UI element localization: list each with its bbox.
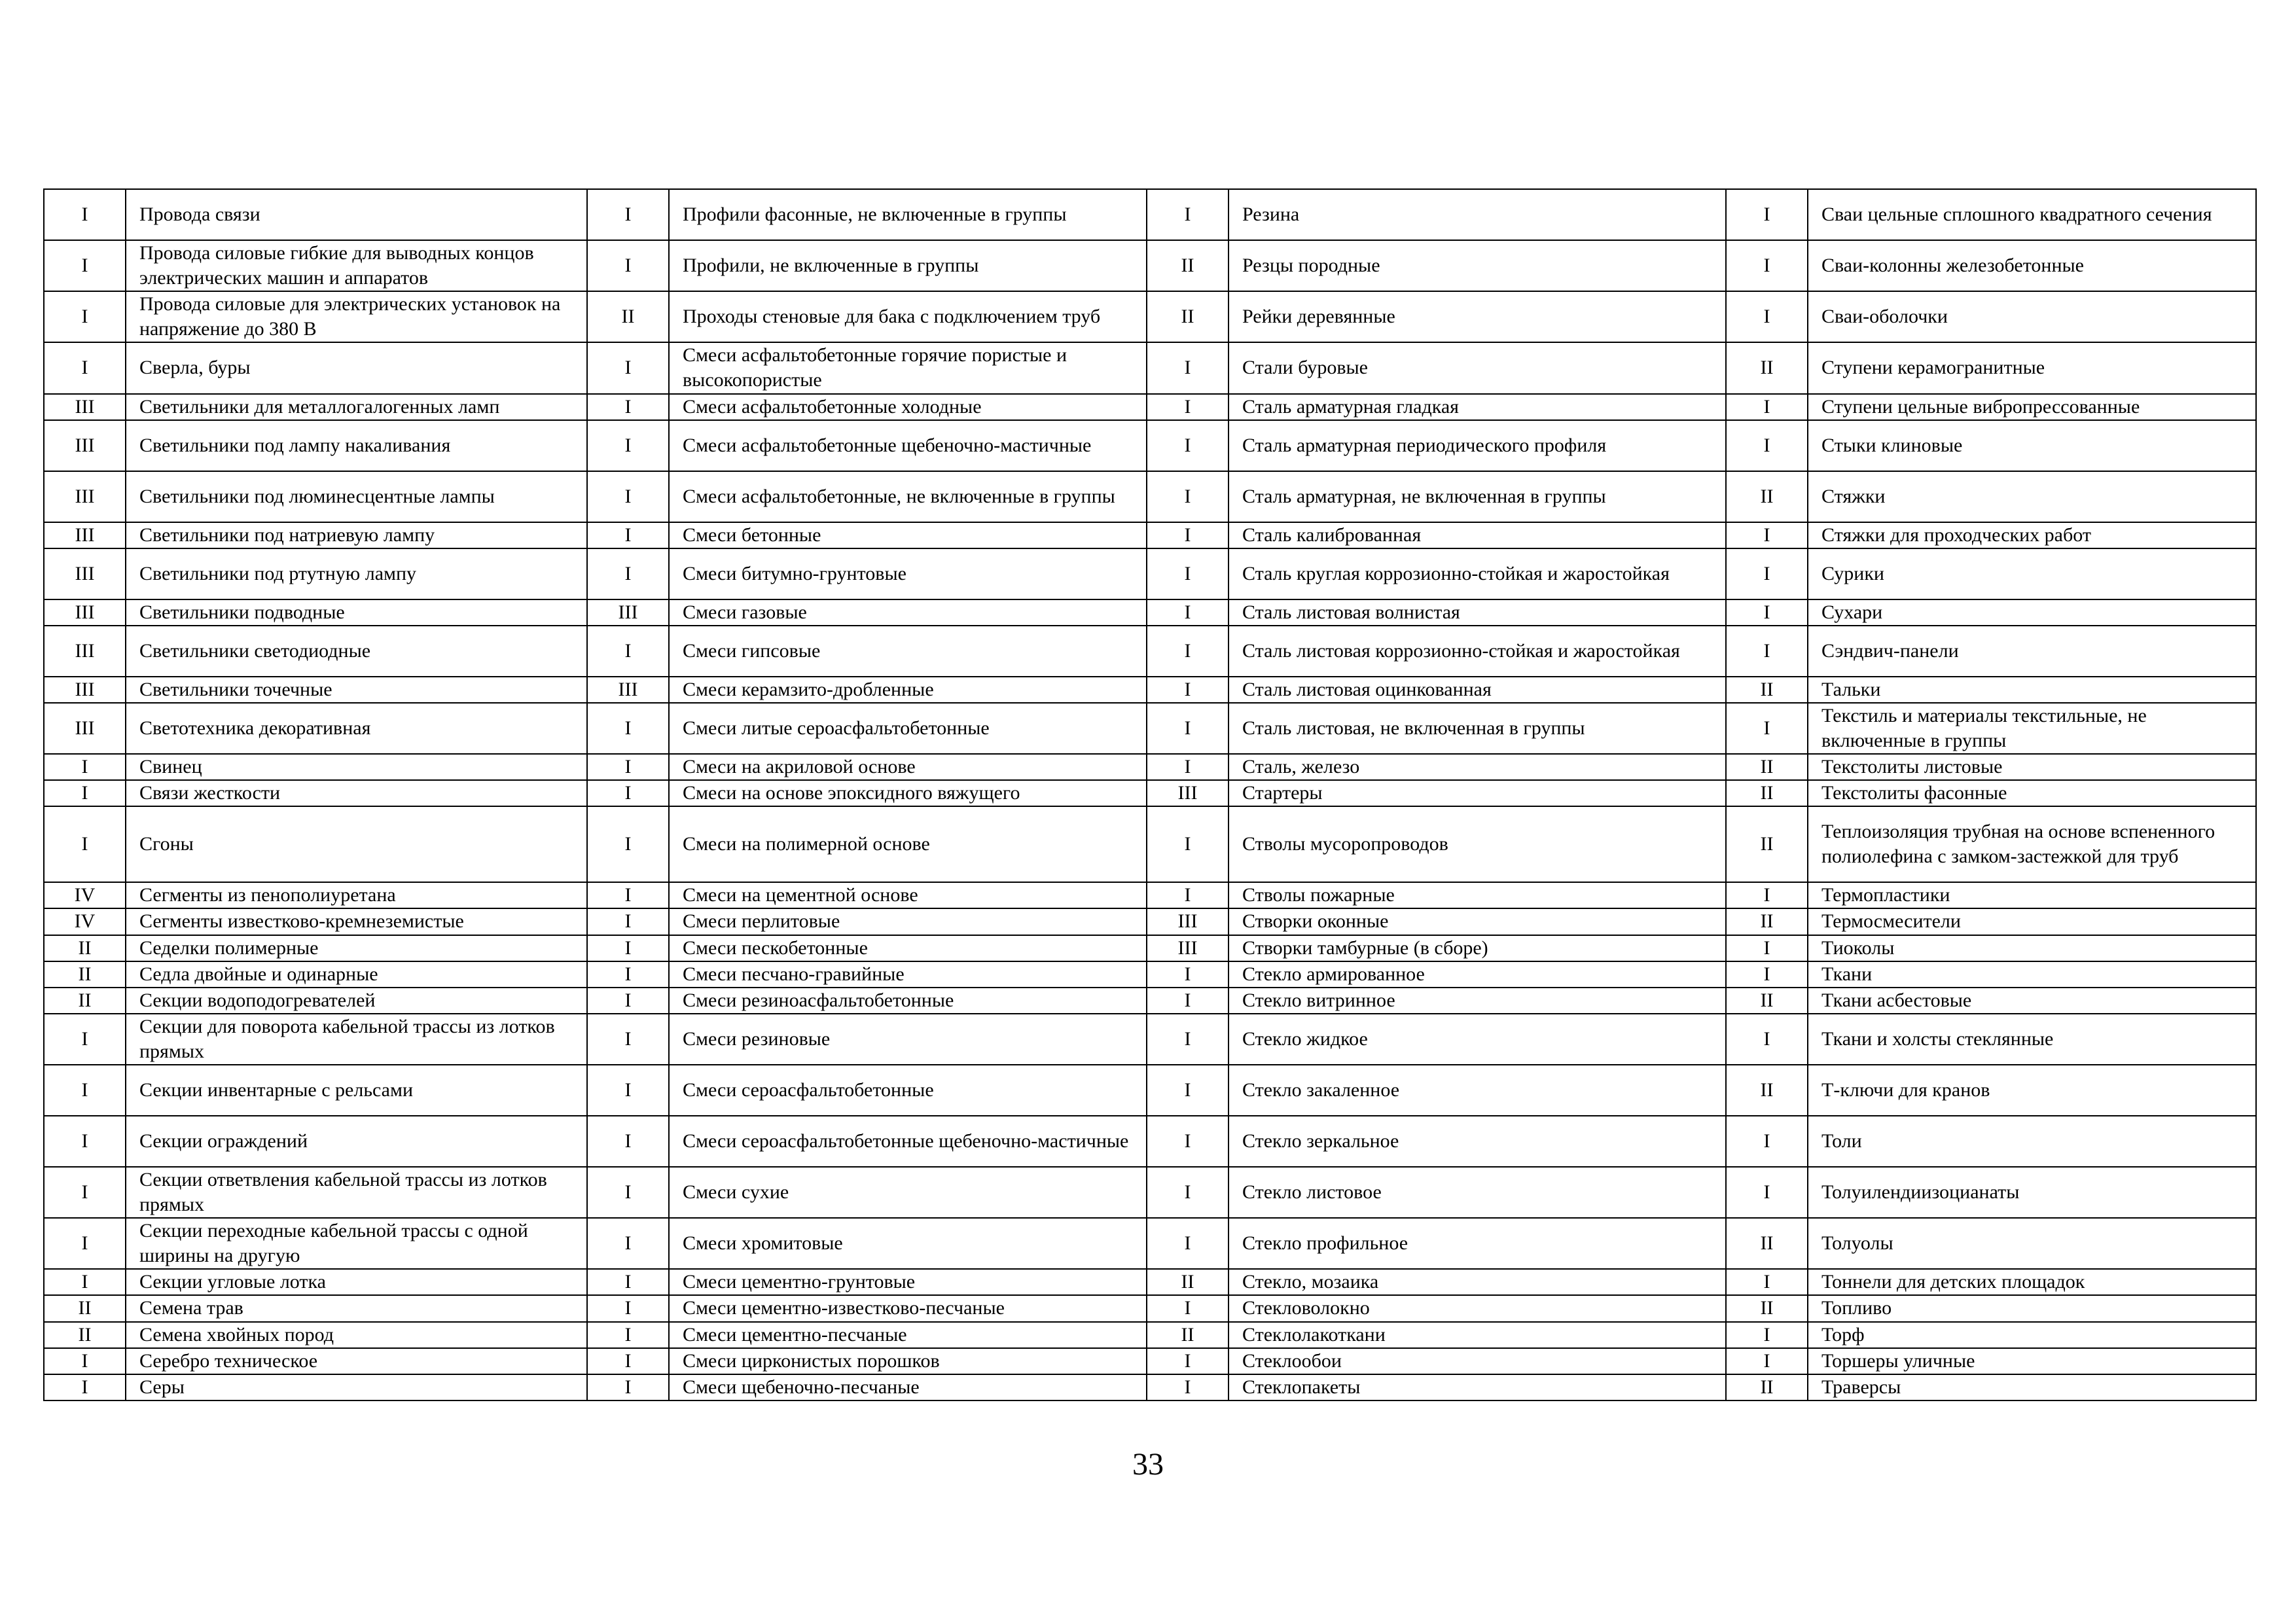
material-name-cell: Смеси сухие <box>669 1167 1147 1218</box>
group-cell: I <box>587 240 669 291</box>
material-name-cell: Ступени керамогранитные <box>1808 342 2256 393</box>
group-cell: I <box>1147 471 1229 522</box>
group-cell: I <box>587 189 669 240</box>
material-name-cell: Сталь, железо <box>1229 754 1726 780</box>
group-cell: II <box>1726 780 1808 806</box>
group-cell: I <box>587 1065 669 1116</box>
material-name-cell: Секции ограждений <box>126 1116 587 1167</box>
group-cell: II <box>1726 988 1808 1014</box>
table-row <box>44 1269 2256 1295</box>
table-row <box>44 394 2256 420</box>
group-cell: I <box>1726 240 1808 291</box>
group-cell: I <box>587 1348 669 1374</box>
material-name-cell: Текстиль и материалы текстильные, не включенные в группы <box>1808 703 2256 754</box>
material-name-cell: Серы <box>126 1374 587 1400</box>
material-name-cell: Сталь круглая коррозионно-стойкая и жаростойкая <box>1229 548 1726 599</box>
material-name-cell: Светильники под натриевую лампу <box>126 522 587 548</box>
group-cell: II <box>1147 240 1229 291</box>
group-cell: II <box>1726 471 1808 522</box>
group-cell: I <box>44 780 126 806</box>
group-cell: I <box>1147 548 1229 599</box>
material-name-cell: Стяжки для проходческих работ <box>1808 522 2256 548</box>
table-row <box>44 420 2256 471</box>
material-name-cell: Проходы стеновые для бака с подключением труб <box>669 291 1147 342</box>
table-row <box>44 1065 2256 1116</box>
material-name-cell: Седла двойные и одинарные <box>126 961 587 988</box>
material-name-cell: Профили фасонные, не включенные в группы <box>669 189 1147 240</box>
material-name-cell: Ступени цельные вибропрессованные <box>1808 394 2256 420</box>
group-cell: I <box>44 1348 126 1374</box>
group-cell: I <box>44 754 126 780</box>
group-cell: II <box>44 988 126 1014</box>
group-cell: I <box>44 1269 126 1295</box>
material-name-cell: Стекло, мозаика <box>1229 1269 1726 1295</box>
group-cell: II <box>1726 1218 1808 1269</box>
material-name-cell: Светильники светодиодные <box>126 626 587 677</box>
material-name-cell: Связи жесткости <box>126 780 587 806</box>
table-row <box>44 1116 2256 1167</box>
group-cell: I <box>1726 935 1808 961</box>
group-cell: I <box>44 342 126 393</box>
group-cell: I <box>44 291 126 342</box>
material-name-cell: Седелки полимерные <box>126 935 587 961</box>
material-name-cell: Семена хвойных пород <box>126 1322 587 1348</box>
material-name-cell: Сегменты известково-кремнеземистые <box>126 908 587 935</box>
group-cell: III <box>587 599 669 626</box>
group-cell: III <box>587 677 669 703</box>
table-row <box>44 754 2256 780</box>
table-row <box>44 1322 2256 1348</box>
material-name-cell: Сталь арматурная, не включенная в группы <box>1229 471 1726 522</box>
material-name-cell: Смеси хромитовые <box>669 1218 1147 1269</box>
group-cell: I <box>1147 394 1229 420</box>
group-cell: I <box>1726 961 1808 988</box>
material-name-cell: Стартеры <box>1229 780 1726 806</box>
material-name-cell: Створки тамбурные (в сборе) <box>1229 935 1726 961</box>
group-cell: I <box>1147 1014 1229 1065</box>
material-name-cell: Сталь калиброванная <box>1229 522 1726 548</box>
material-name-cell: Смеси цирконистых порошков <box>669 1348 1147 1374</box>
group-cell: I <box>587 703 669 754</box>
group-cell: I <box>1726 626 1808 677</box>
material-name-cell: Стекло зеркальное <box>1229 1116 1726 1167</box>
material-name-cell: Сталь листовая, не включенная в группы <box>1229 703 1726 754</box>
group-cell: II <box>1726 908 1808 935</box>
group-cell: I <box>44 240 126 291</box>
material-name-cell: Смеси сероасфальтобетонные щебеночно-мастичные <box>669 1116 1147 1167</box>
material-name-cell: Смеси резиноасфальтобетонные <box>669 988 1147 1014</box>
material-name-cell: Резина <box>1229 189 1726 240</box>
group-cell: I <box>1147 1374 1229 1400</box>
material-name-cell: Сухари <box>1808 599 2256 626</box>
group-cell: I <box>44 1116 126 1167</box>
material-name-cell: Стыки клиновые <box>1808 420 2256 471</box>
table-row <box>44 935 2256 961</box>
group-cell: III <box>44 394 126 420</box>
group-cell: III <box>44 677 126 703</box>
group-cell: III <box>44 548 126 599</box>
group-cell: I <box>1726 599 1808 626</box>
materials-table <box>43 188 2257 1401</box>
table-row <box>44 1218 2256 1269</box>
table-row <box>44 1295 2256 1321</box>
group-cell: I <box>587 988 669 1014</box>
group-cell: II <box>587 291 669 342</box>
table-row <box>44 780 2256 806</box>
group-cell: II <box>1726 677 1808 703</box>
material-name-cell: Смеси сероасфальтобетонные <box>669 1065 1147 1116</box>
page-number: 33 <box>1132 1447 1164 1482</box>
material-name-cell: Стеклолакоткани <box>1229 1322 1726 1348</box>
table-row <box>44 548 2256 599</box>
group-cell: I <box>587 1374 669 1400</box>
material-name-cell: Ткани <box>1808 961 2256 988</box>
group-cell: II <box>44 1295 126 1321</box>
group-cell: II <box>1147 1269 1229 1295</box>
material-name-cell: Торшеры уличные <box>1808 1348 2256 1374</box>
table-row <box>44 988 2256 1014</box>
group-cell: I <box>1147 189 1229 240</box>
table-row <box>44 703 2256 754</box>
material-name-cell: Профили, не включенные в группы <box>669 240 1147 291</box>
material-name-cell: Ткани асбестовые <box>1808 988 2256 1014</box>
material-name-cell: Смеси резиновые <box>669 1014 1147 1065</box>
group-cell: I <box>587 1014 669 1065</box>
group-cell: III <box>44 471 126 522</box>
group-cell: I <box>1147 1295 1229 1321</box>
material-name-cell: Сверла, буры <box>126 342 587 393</box>
material-name-cell: Сурики <box>1808 548 2256 599</box>
group-cell: I <box>1726 291 1808 342</box>
material-name-cell: Смеси асфальтобетонные холодные <box>669 394 1147 420</box>
material-name-cell: Стволы пожарные <box>1229 882 1726 908</box>
group-cell: I <box>587 1116 669 1167</box>
table-row <box>44 240 2256 291</box>
group-cell: III <box>44 522 126 548</box>
material-name-cell: Сваи-колонны железобетонные <box>1808 240 2256 291</box>
group-cell: I <box>587 522 669 548</box>
group-cell: I <box>1147 1167 1229 1218</box>
group-cell: I <box>587 1322 669 1348</box>
material-name-cell: Топливо <box>1808 1295 2256 1321</box>
group-cell: I <box>587 1269 669 1295</box>
material-name-cell: Текстолиты фасонные <box>1808 780 2256 806</box>
material-name-cell: Секции водоподогревателей <box>126 988 587 1014</box>
material-name-cell: Сталь арматурная периодического профиля <box>1229 420 1726 471</box>
group-cell: II <box>1726 1295 1808 1321</box>
material-name-cell: Светильники подводные <box>126 599 587 626</box>
table-row <box>44 882 2256 908</box>
group-cell: I <box>1147 420 1229 471</box>
material-name-cell: Створки оконные <box>1229 908 1726 935</box>
group-cell: I <box>587 908 669 935</box>
group-cell: I <box>44 1065 126 1116</box>
material-name-cell: Смеси на основе эпоксидного вяжущего <box>669 780 1147 806</box>
group-cell: III <box>44 420 126 471</box>
material-name-cell: Торф <box>1808 1322 2256 1348</box>
table-row <box>44 1374 2256 1400</box>
material-name-cell: Семена трав <box>126 1295 587 1321</box>
group-cell: II <box>44 935 126 961</box>
material-name-cell: Серебро техническое <box>126 1348 587 1374</box>
group-cell: I <box>1147 599 1229 626</box>
material-name-cell: Смеси асфальтобетонные, не включенные в группы <box>669 471 1147 522</box>
table-row <box>44 908 2256 935</box>
table-row <box>44 599 2256 626</box>
group-cell: I <box>587 471 669 522</box>
table-row <box>44 1167 2256 1218</box>
group-cell: I <box>1147 677 1229 703</box>
material-name-cell: Сегменты из пенополиуретана <box>126 882 587 908</box>
group-cell: I <box>1726 1322 1808 1348</box>
group-cell: II <box>44 1322 126 1348</box>
material-name-cell: Смеси асфальтобетонные горячие пористые и высокопористые <box>669 342 1147 393</box>
group-cell: I <box>1726 1269 1808 1295</box>
material-name-cell: Провода силовые для электрических установок на напряжение до 380 В <box>126 291 587 342</box>
material-name-cell: Стекло листовое <box>1229 1167 1726 1218</box>
material-name-cell: Секции инвентарные с рельсами <box>126 1065 587 1116</box>
material-name-cell: Стекло жидкое <box>1229 1014 1726 1065</box>
group-cell: I <box>587 754 669 780</box>
material-name-cell: Тоннели для детских площадок <box>1808 1269 2256 1295</box>
material-name-cell: Смеси цементно-известково-песчаные <box>669 1295 1147 1321</box>
material-name-cell: Резцы породные <box>1229 240 1726 291</box>
material-name-cell: Светотехника декоративная <box>126 703 587 754</box>
group-cell: III <box>1147 780 1229 806</box>
group-cell: I <box>587 342 669 393</box>
material-name-cell: Смеси битумно-грунтовые <box>669 548 1147 599</box>
group-cell: I <box>1147 754 1229 780</box>
material-name-cell: Смеси пескобетонные <box>669 935 1147 961</box>
material-name-cell: Секции угловые лотка <box>126 1269 587 1295</box>
material-name-cell: Смеси на цементной основе <box>669 882 1147 908</box>
table-row <box>44 1348 2256 1374</box>
table-row <box>44 522 2256 548</box>
material-name-cell: Смеси газовые <box>669 599 1147 626</box>
material-name-cell: Смеси цементно-песчаные <box>669 1322 1147 1348</box>
material-name-cell: Текстолиты листовые <box>1808 754 2256 780</box>
material-name-cell: Смеси щебеночно-песчаные <box>669 1374 1147 1400</box>
material-name-cell: Стекло армированное <box>1229 961 1726 988</box>
material-name-cell: Провода силовые гибкие для выводных концов электрических машин и аппаратов <box>126 240 587 291</box>
table-row <box>44 1014 2256 1065</box>
group-cell: I <box>1726 1167 1808 1218</box>
group-cell: I <box>44 189 126 240</box>
group-cell: III <box>44 703 126 754</box>
group-cell: I <box>1147 1218 1229 1269</box>
material-name-cell: Сталь листовая волнистая <box>1229 599 1726 626</box>
group-cell: I <box>1726 548 1808 599</box>
group-cell: III <box>1147 935 1229 961</box>
material-name-cell: Светильники для металлогалогенных ламп <box>126 394 587 420</box>
material-name-cell: Сваи цельные сплошного квадратного сечения <box>1808 189 2256 240</box>
group-cell: I <box>1147 1065 1229 1116</box>
material-name-cell: Секции для поворота кабельной трассы из лотков прямых <box>126 1014 587 1065</box>
material-name-cell: Смеси гипсовые <box>669 626 1147 677</box>
material-name-cell: Светильники под лампу накаливания <box>126 420 587 471</box>
group-cell: I <box>587 806 669 882</box>
material-name-cell: Тальки <box>1808 677 2256 703</box>
material-name-cell: Стекловолокно <box>1229 1295 1726 1321</box>
group-cell: II <box>1726 806 1808 882</box>
material-name-cell: Светильники под ртутную лампу <box>126 548 587 599</box>
material-name-cell: Сгоны <box>126 806 587 882</box>
material-name-cell: Смеси на полимерной основе <box>669 806 1147 882</box>
group-cell: II <box>1147 1322 1229 1348</box>
material-name-cell: Стяжки <box>1808 471 2256 522</box>
table-body <box>44 189 2256 1400</box>
material-name-cell: Светильники под люминесцентные лампы <box>126 471 587 522</box>
table-row <box>44 471 2256 522</box>
table-row <box>44 961 2256 988</box>
group-cell: I <box>44 1167 126 1218</box>
group-cell: I <box>587 935 669 961</box>
group-cell: I <box>1726 1014 1808 1065</box>
group-cell: I <box>1147 1116 1229 1167</box>
group-cell: IV <box>44 908 126 935</box>
material-name-cell: Провода связи <box>126 189 587 240</box>
group-cell: I <box>1726 703 1808 754</box>
group-cell: II <box>1726 1065 1808 1116</box>
material-name-cell: Рейки деревянные <box>1229 291 1726 342</box>
group-cell: I <box>587 780 669 806</box>
group-cell: I <box>587 394 669 420</box>
group-cell: I <box>1147 882 1229 908</box>
material-name-cell: Светильники точечные <box>126 677 587 703</box>
group-cell: I <box>1726 1116 1808 1167</box>
material-name-cell: Тиоколы <box>1808 935 2256 961</box>
group-cell: I <box>1147 522 1229 548</box>
material-name-cell: Термосмесители <box>1808 908 2256 935</box>
material-name-cell: Смеси керамзито-дробленные <box>669 677 1147 703</box>
group-cell: II <box>1726 342 1808 393</box>
group-cell: I <box>587 420 669 471</box>
material-name-cell: Смеси перлитовые <box>669 908 1147 935</box>
group-cell: II <box>44 961 126 988</box>
group-cell: I <box>1147 988 1229 1014</box>
material-name-cell: Стекло витринное <box>1229 988 1726 1014</box>
material-name-cell: Сэндвич-панели <box>1808 626 2256 677</box>
material-name-cell: Стеклообои <box>1229 1348 1726 1374</box>
group-cell: I <box>1147 806 1229 882</box>
group-cell: I <box>587 1295 669 1321</box>
material-name-cell: Смеси асфальтобетонные щебеночно-мастичные <box>669 420 1147 471</box>
group-cell: I <box>587 626 669 677</box>
material-name-cell: Т-ключи для кранов <box>1808 1065 2256 1116</box>
group-cell: III <box>44 626 126 677</box>
material-name-cell: Стекло закаленное <box>1229 1065 1726 1116</box>
group-cell: I <box>1147 961 1229 988</box>
material-name-cell: Теплоизоляция трубная на основе вспененного полиолефина с замком-застежкой для труб <box>1808 806 2256 882</box>
table-row <box>44 626 2256 677</box>
material-name-cell: Толи <box>1808 1116 2256 1167</box>
group-cell: II <box>1726 1374 1808 1400</box>
group-cell: I <box>44 806 126 882</box>
material-name-cell: Смеси на акриловой основе <box>669 754 1147 780</box>
group-cell: I <box>1726 882 1808 908</box>
group-cell: I <box>44 1014 126 1065</box>
table-row <box>44 677 2256 703</box>
material-name-cell: Смеси песчано-гравийные <box>669 961 1147 988</box>
group-cell: I <box>587 882 669 908</box>
material-name-cell: Секции ответвления кабельной трассы из лотков прямых <box>126 1167 587 1218</box>
group-cell: I <box>587 548 669 599</box>
group-cell: I <box>1147 626 1229 677</box>
material-name-cell: Толуилендиизоцианаты <box>1808 1167 2256 1218</box>
group-cell: III <box>44 599 126 626</box>
material-name-cell: Смеси цементно-грунтовые <box>669 1269 1147 1295</box>
material-name-cell: Смеси литые сероасфальтобетонные <box>669 703 1147 754</box>
group-cell: I <box>1147 703 1229 754</box>
material-name-cell: Стеклопакеты <box>1229 1374 1726 1400</box>
material-name-cell: Толуолы <box>1808 1218 2256 1269</box>
material-name-cell: Сталь арматурная гладкая <box>1229 394 1726 420</box>
group-cell: I <box>1147 1348 1229 1374</box>
table-row <box>44 291 2256 342</box>
material-name-cell: Термопластики <box>1808 882 2256 908</box>
table-row <box>44 342 2256 393</box>
group-cell: I <box>1726 189 1808 240</box>
group-cell: I <box>1726 420 1808 471</box>
group-cell: I <box>587 1167 669 1218</box>
group-cell: I <box>1726 522 1808 548</box>
table-row <box>44 189 2256 240</box>
material-name-cell: Стволы мусоропроводов <box>1229 806 1726 882</box>
group-cell: I <box>587 961 669 988</box>
group-cell: IV <box>44 882 126 908</box>
group-cell: II <box>1726 754 1808 780</box>
group-cell: I <box>1147 342 1229 393</box>
material-name-cell: Сталь листовая коррозионно-стойкая и жаростойкая <box>1229 626 1726 677</box>
material-name-cell: Смеси бетонные <box>669 522 1147 548</box>
material-name-cell: Траверсы <box>1808 1374 2256 1400</box>
group-cell: II <box>1147 291 1229 342</box>
group-cell: III <box>1147 908 1229 935</box>
material-name-cell: Ткани и холсты стеклянные <box>1808 1014 2256 1065</box>
material-name-cell: Свинец <box>126 754 587 780</box>
material-name-cell: Секции переходные кабельной трассы с одной ширины на другую <box>126 1218 587 1269</box>
material-name-cell: Стали буровые <box>1229 342 1726 393</box>
material-name-cell: Стекло профильное <box>1229 1218 1726 1269</box>
group-cell: I <box>1726 1348 1808 1374</box>
material-name-cell: Сталь листовая оцинкованная <box>1229 677 1726 703</box>
group-cell: I <box>587 1218 669 1269</box>
table-row <box>44 806 2256 882</box>
group-cell: I <box>44 1218 126 1269</box>
group-cell: I <box>1726 394 1808 420</box>
group-cell: I <box>44 1374 126 1400</box>
material-name-cell: Сваи-оболочки <box>1808 291 2256 342</box>
